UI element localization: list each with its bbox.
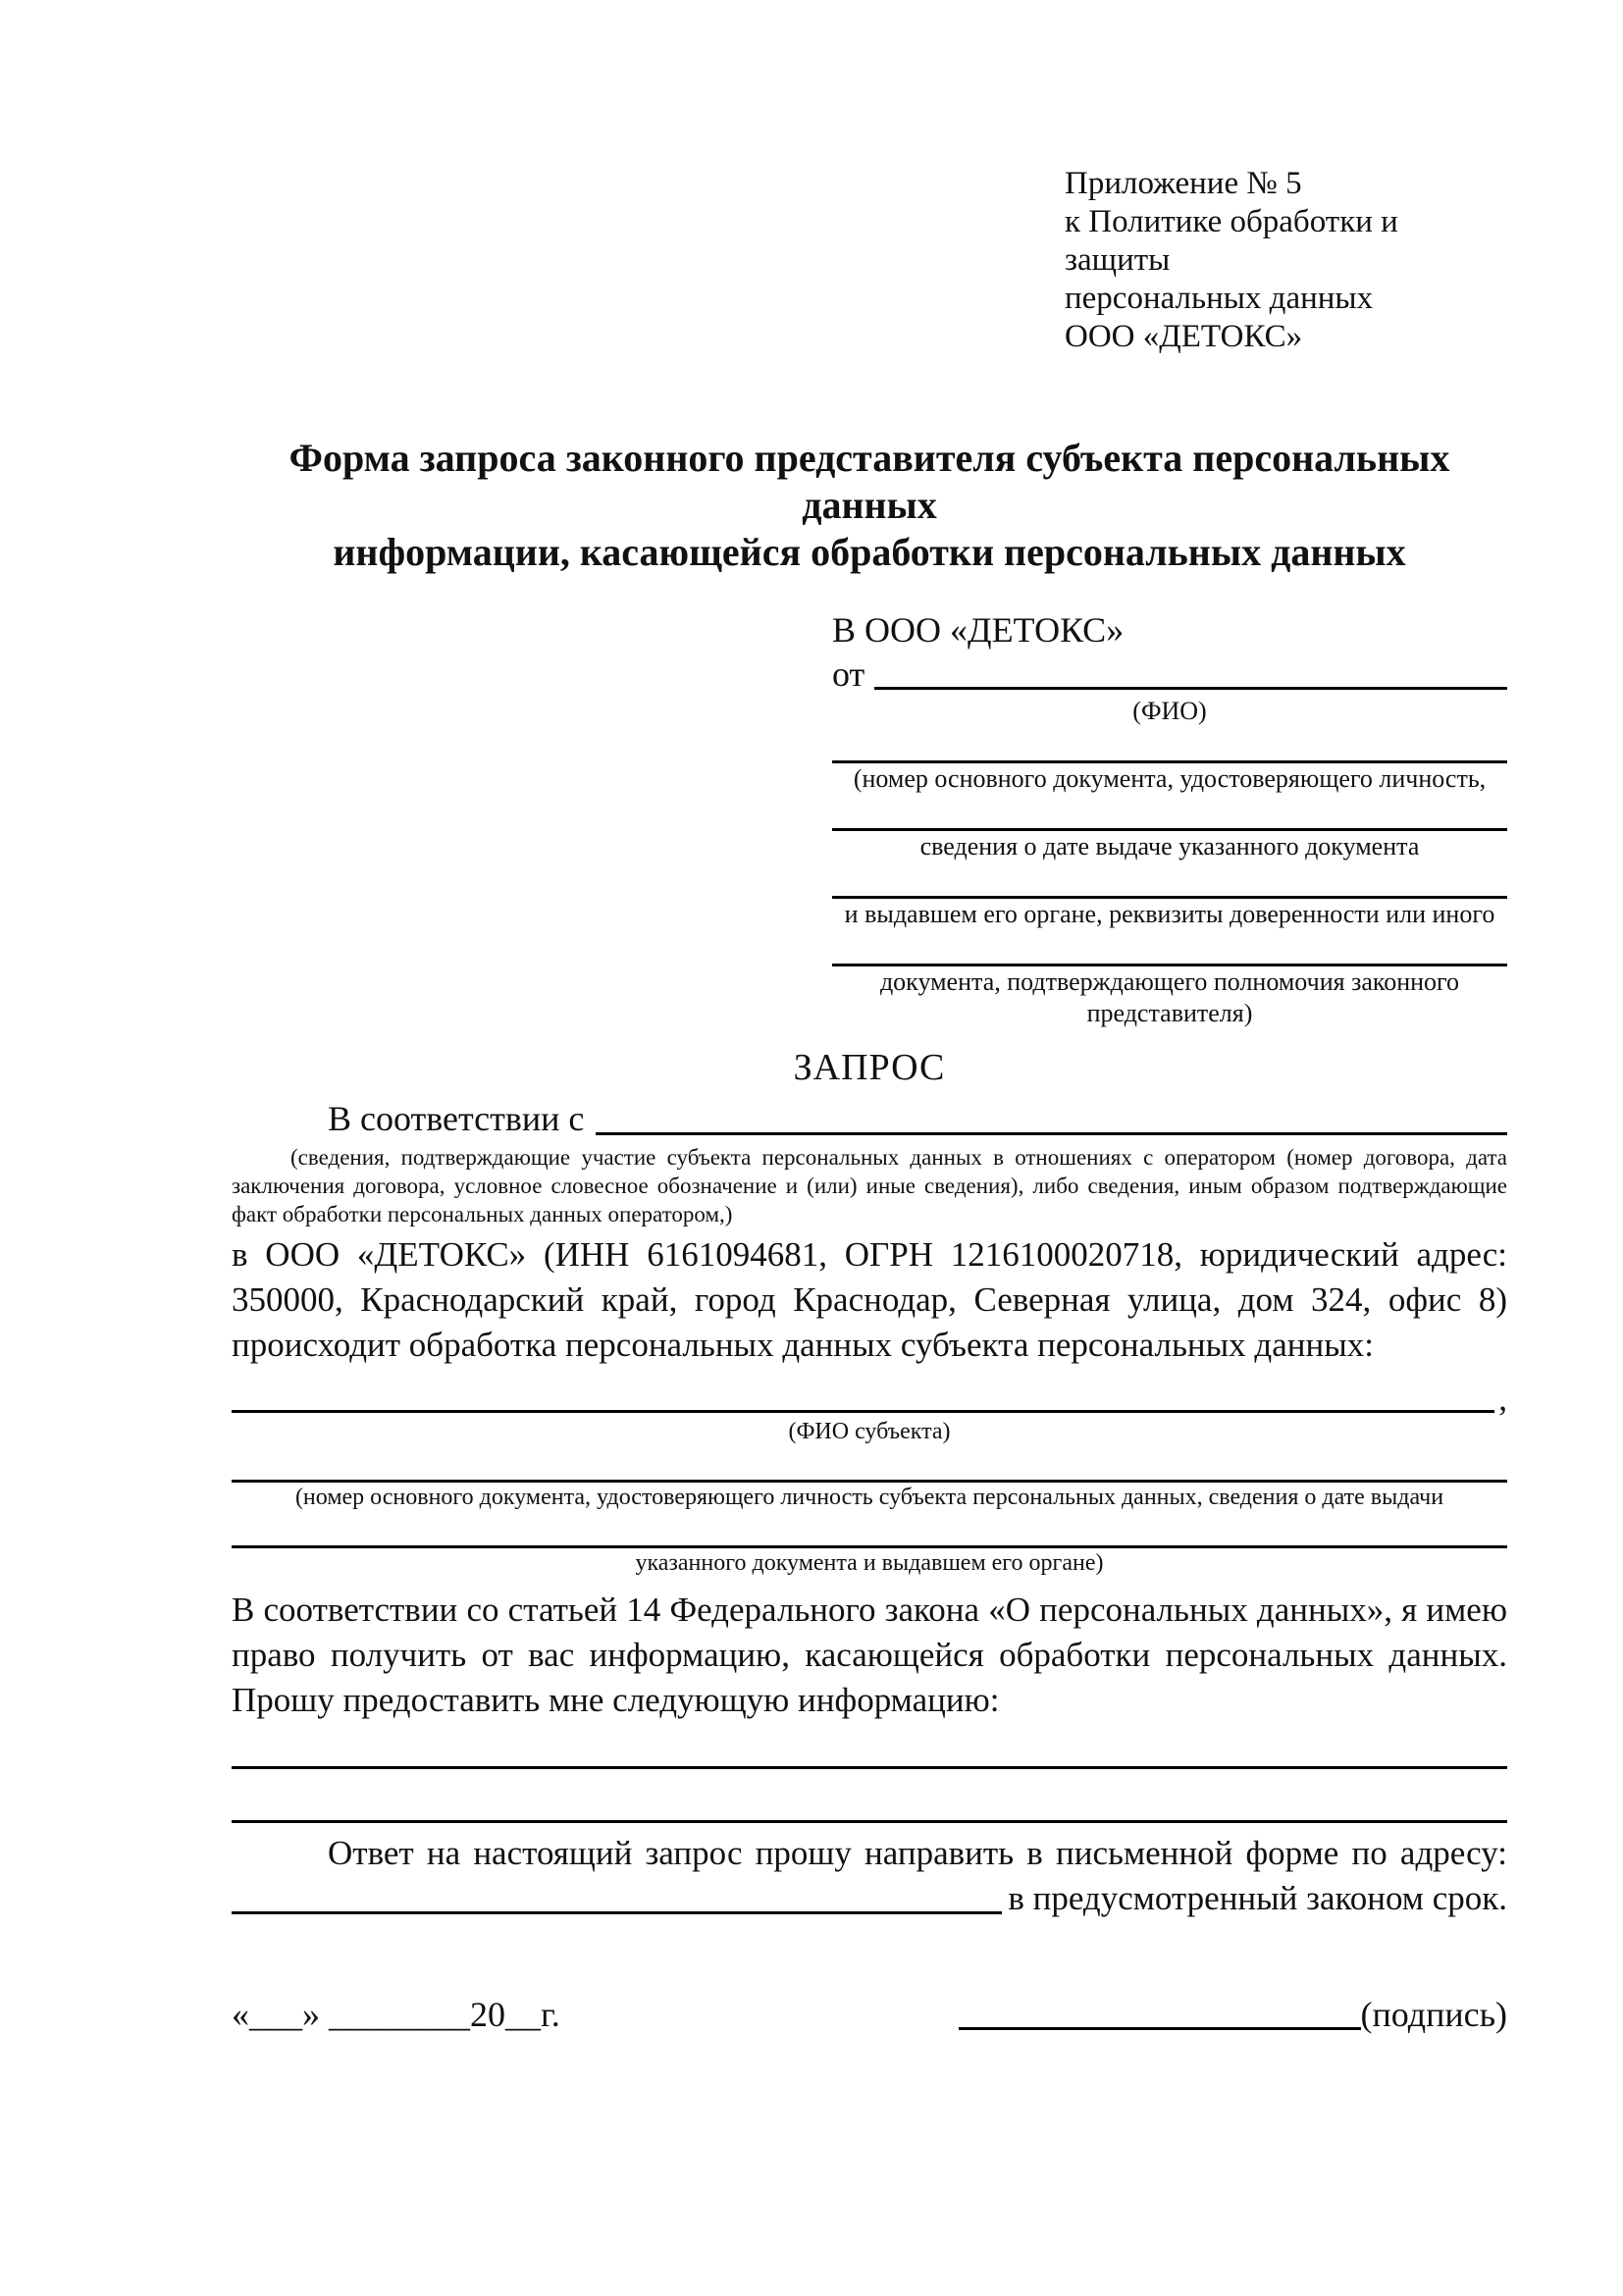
reply-paragraph: Ответ на настоящий запрос прошу направить в письменной форме по адресу: (328, 1834, 1507, 1872)
representative-doc-caption-4: документа, подтверждающего полномочия законного представителя) (879, 967, 1460, 1027)
subject-doc-line-1 (232, 1446, 1507, 1483)
intro-row (232, 1096, 1507, 1141)
signoff-row (232, 1992, 1507, 2037)
date-line: «___» ________20__г. (232, 1995, 560, 2034)
appendix-block (1065, 165, 1507, 356)
intro-prefix: В соответствии с (328, 1099, 585, 1138)
addressee-block (832, 607, 1507, 1029)
intro-caption: (сведения, подтверждающие участие субъекта персональных данных в отношениях с оператором (номер договора, дата заключения договора, условное словесное обозначение и (или) иные сведения), либо сведения, иным образом подтверждающие факт обработки персональных данных оператором,) (232, 1145, 1507, 1226)
representative-doc-line-1 (832, 727, 1507, 763)
representative-doc-caption-2: сведения о дате выдаче указанного документа (919, 832, 1420, 861)
signature-caption: (подпись) (1360, 1995, 1507, 2034)
subject-fio-caption: (ФИО субъекта) (788, 1419, 951, 1444)
information-write-line-2 (232, 1769, 1507, 1823)
subject-fio-row (232, 1382, 1507, 1417)
subject-fio-comma: , (1498, 1380, 1507, 1418)
signoff-spacer (560, 1992, 959, 2037)
representative-doc-caption-3: и выдавшем его органе, реквизиты доверенности или иного (844, 900, 1495, 928)
representative-doc-line-4 (832, 930, 1507, 966)
request-heading: ЗАПРОС (793, 1047, 946, 1088)
reply-address-write-line (232, 1876, 1002, 1914)
page-title-line-2: информации, касающейся обработки персональных данных (333, 530, 1406, 574)
representative-doc-caption-1: (номер основного документа, удостоверяющего личность, (853, 764, 1487, 793)
subject-doc-caption-2: указанного документа и выдавшем его органе) (635, 1550, 1104, 1576)
appendix-line-1: Приложение № 5 (1065, 166, 1302, 201)
reply-suffix: в предусмотренный законом срок. (1008, 1879, 1507, 1917)
appendix-line-4: ООО «ДЕТОКС» (1065, 319, 1303, 354)
subject-doc-caption-1: (номер основного документа, удостоверяющего личность субъекта персональных данных, сведения о дате выдачи (294, 1485, 1444, 1510)
information-write-line-1 (232, 1737, 1507, 1769)
representative-doc-line-2 (832, 795, 1507, 831)
page-title (232, 435, 1507, 576)
appendix-line-2: к Политике обработки и защиты (1065, 204, 1398, 278)
fio-caption: (ФИО) (1132, 697, 1207, 725)
from-write-line (874, 652, 1507, 690)
from-label: от (832, 654, 865, 694)
reply-address-row (232, 1876, 1507, 1921)
law-paragraph: В соответствии со статьей 14 Федерального закона «О персональных данных», я имею право получить от вас информацию, касающейся обработки персональных данных. Прошу предоставить мне следующую информацию: (232, 1591, 1507, 1719)
from-row (832, 652, 1507, 696)
signature-write-line (959, 1992, 1361, 2030)
intro-write-line (596, 1096, 1507, 1135)
subject-doc-line-2 (232, 1512, 1507, 1548)
appendix-line-3: персональных данных (1065, 281, 1374, 316)
page-title-line-1: Форма запроса законного представителя субъекта персональных данных (288, 436, 1450, 527)
operator-paragraph: в ООО «ДЕТОКС» (ИНН 6161094681, ОГРН 1216100020718, юридический адрес: 350000, Краснодарский край, город Краснодар, Северная улица, дом 324, офис 8) происходит обработка персональных данных субъекта персональных данных: (232, 1235, 1507, 1364)
representative-doc-line-3 (832, 862, 1507, 899)
addressee-to: В ООО «ДЕТОКС» (832, 610, 1125, 650)
subject-fio-write-line (232, 1382, 1494, 1413)
